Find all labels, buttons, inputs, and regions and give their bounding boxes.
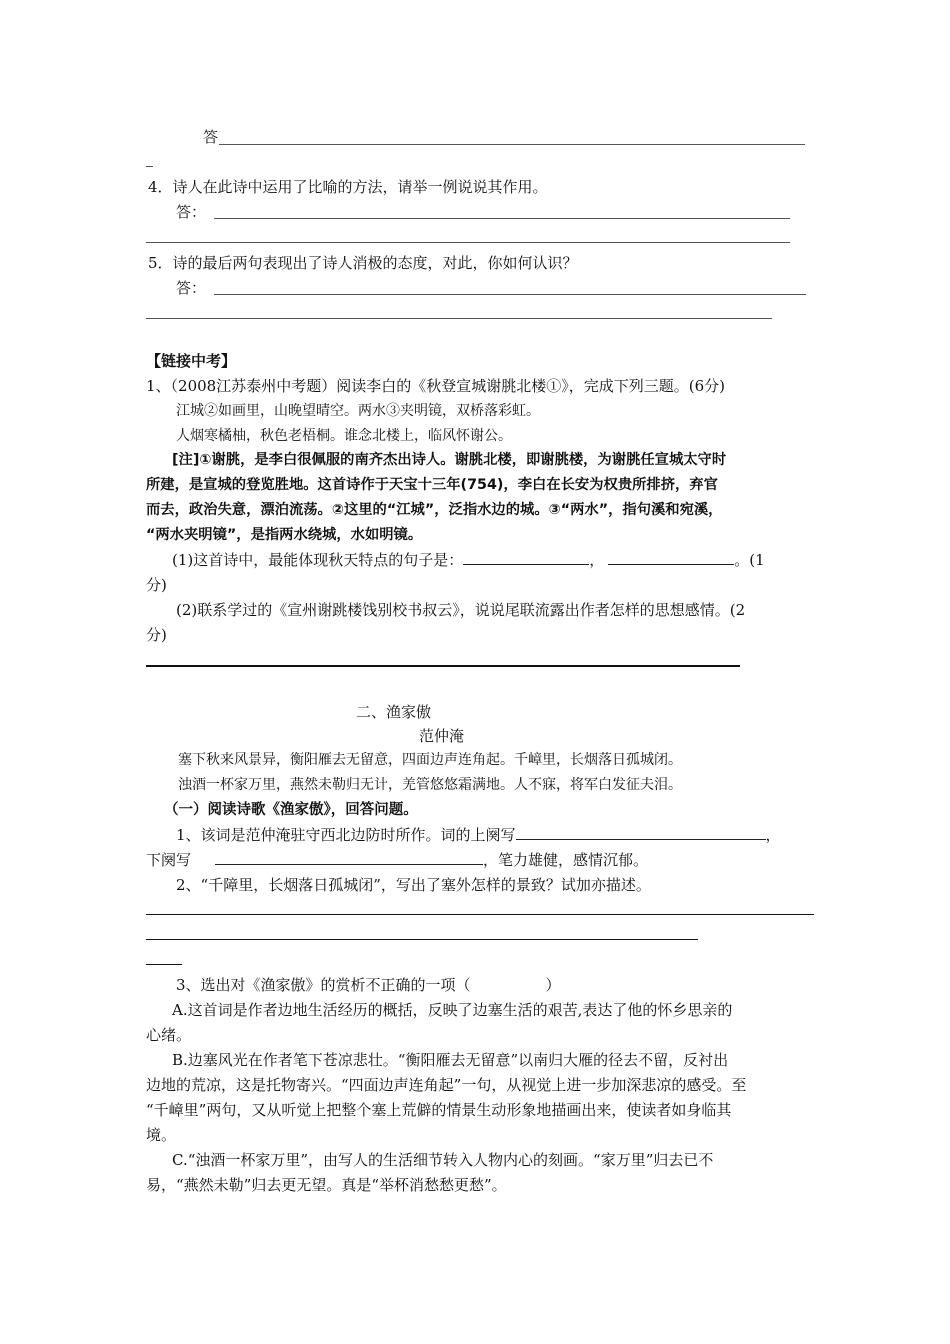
poem-line-2: 人烟寒橘柚，秋色老梧桐。谁念北楼上，临风怀谢公。 xyxy=(176,428,512,444)
note-line-3: 而去，政治失意，漂泊流荡。②这里的“江城”，泛指水边的城。③“两水”，指句溪和宛溪， xyxy=(146,502,723,518)
poem2-q1-a: 1、该词是范仲淹驻守西北边防时所作。词的上阕写 xyxy=(176,826,516,844)
poem2-q2-answer-line-1[interactable] xyxy=(146,914,814,915)
sub1-text: (1)这首诗中，最能体现秋天特点的句子是： xyxy=(172,551,464,569)
poem2-q1-blank-1[interactable] xyxy=(516,825,766,840)
link-q1-title: 1、（2008江苏泰州中考题）阅读李白的《秋登宣城谢朓北楼①》，完成下列三题。(6分) xyxy=(146,377,725,395)
option-b-line-2: 边地的荒凉，这是托物寄兴。“四面边声连角起”一句，从视觉上进一步加深悲凉的感受。至 xyxy=(146,1076,747,1094)
poem2-title: 二、渔家傲 xyxy=(356,703,432,721)
poem2-q1-line2 xyxy=(146,850,648,870)
poem2-line-2: 浊酒一杯家万里，燕然未勒归无计，羌管悠悠霜满地。人不寐，将军白发征夫泪。 xyxy=(178,777,682,793)
q5-answer-label: 答： xyxy=(176,279,207,297)
q5-answer-line-2[interactable] xyxy=(146,318,772,319)
answer-line[interactable] xyxy=(219,144,805,145)
section-heading-link: 【链接中考】 xyxy=(146,352,237,370)
q4-answer-label: 答： xyxy=(176,203,207,221)
q5-text: 5．诗的最后两句表现出了诗人消极的态度，对此，你如何认识？ xyxy=(148,254,578,272)
poem2-q1-b: ， xyxy=(765,826,781,844)
poem-line-1: 江城②如画里，山晚望晴空。两水③夹明镜，双桥落彩虹。 xyxy=(176,403,540,419)
note-line-2: 所建，是宣城的登览胜地。这首诗作于天宝十三年(754)，李白在长安为权贵所排挤，弃官 xyxy=(146,477,718,493)
sub2-cont: 分) xyxy=(146,626,167,644)
option-a-line-1: A.这首词是作者边地生活经历的概括，反映了边塞生活的艰苦,表达了他的怀乡思亲的 xyxy=(172,1001,733,1019)
poem2-line-1: 塞下秋来风景异，衡阳雁去无留意，四面边声连角起。千嶂里，长烟落日孤城闭。 xyxy=(178,752,682,768)
poem2-q1-d: ，笔力雄健，感情沉郁。 xyxy=(483,851,649,869)
q4-answer-line[interactable] xyxy=(214,218,790,219)
answer-label: 答 xyxy=(203,128,219,146)
note-line-1: [注]①谢朓，是李白很佩服的南齐杰出诗人。谢朓北楼，即谢朓楼，为谢朓任宣城太守时 xyxy=(172,452,727,468)
sub-question-2: (2)联系学过的《宣州谢跳楼饯别校书叔云》，说说尾联流露出作者怎样的思想感情。(2 xyxy=(176,601,746,619)
poem2-q2-answer-line-3[interactable] xyxy=(146,964,182,965)
poem2-q2-answer-line-2[interactable] xyxy=(146,939,698,940)
option-c-line-2: 易，“燕然未勒”归去更无望。真是“举杯消愁愁更愁”。 xyxy=(146,1176,507,1194)
sub1-blank-1[interactable] xyxy=(463,550,589,565)
sub2-answer-line[interactable] xyxy=(146,665,740,667)
option-a-line-2: 心绪。 xyxy=(146,1026,192,1044)
option-b-line-4: 境。 xyxy=(146,1126,177,1144)
sub1-cont: 分) xyxy=(146,576,167,594)
q4-answer-line-2[interactable] xyxy=(146,242,790,243)
q5-answer-line[interactable] xyxy=(214,294,806,295)
sub1-blank-2[interactable] xyxy=(608,550,734,565)
poem2-q2: 2、“千障里，长烟落日孤城闭”，写出了塞外怎样的景致？试加亦描述。 xyxy=(176,876,651,894)
option-b-line-1: B.边塞风光在作者笔下苍凉悲壮。“衡阳雁去无留意”以南归大雁的径去不留，反衬出 xyxy=(172,1051,729,1069)
sub1-comma: ， xyxy=(589,551,605,569)
poem2-q1-blank-2[interactable] xyxy=(215,850,483,865)
option-c-line-1: C.“浊酒一杯家万里”，由写人的生活细节转入人物内心的刻画。“家万里”归去已不 xyxy=(172,1151,714,1169)
poem2-q3: 3、选出对《渔家傲》的赏析不正确的一项（ ） xyxy=(176,976,561,994)
poem2-author: 范仲淹 xyxy=(419,727,465,745)
option-b-line-3: “千嶂里”两句，又从听觉上把整个塞上荒僻的情景生动形象地描画出来，使读者如身临其 xyxy=(146,1101,732,1119)
answer-line-stub xyxy=(146,166,153,167)
poem2-q1-c: 下阕写 xyxy=(146,851,192,869)
poem2-q1-line1 xyxy=(176,825,781,845)
note-line-4: “两水夹明镜”，是指两水绕城，水如明镜。 xyxy=(146,527,423,543)
sub1-end: 。(1 xyxy=(734,551,765,569)
poem2-section-heading: （一）阅读诗歌《渔家傲》，回答问题。 xyxy=(164,802,418,818)
sub-question-1 xyxy=(172,550,765,570)
q4-text: 4．诗人在此诗中运用了比喻的方法，请举一例说说其作用。 xyxy=(148,178,548,196)
